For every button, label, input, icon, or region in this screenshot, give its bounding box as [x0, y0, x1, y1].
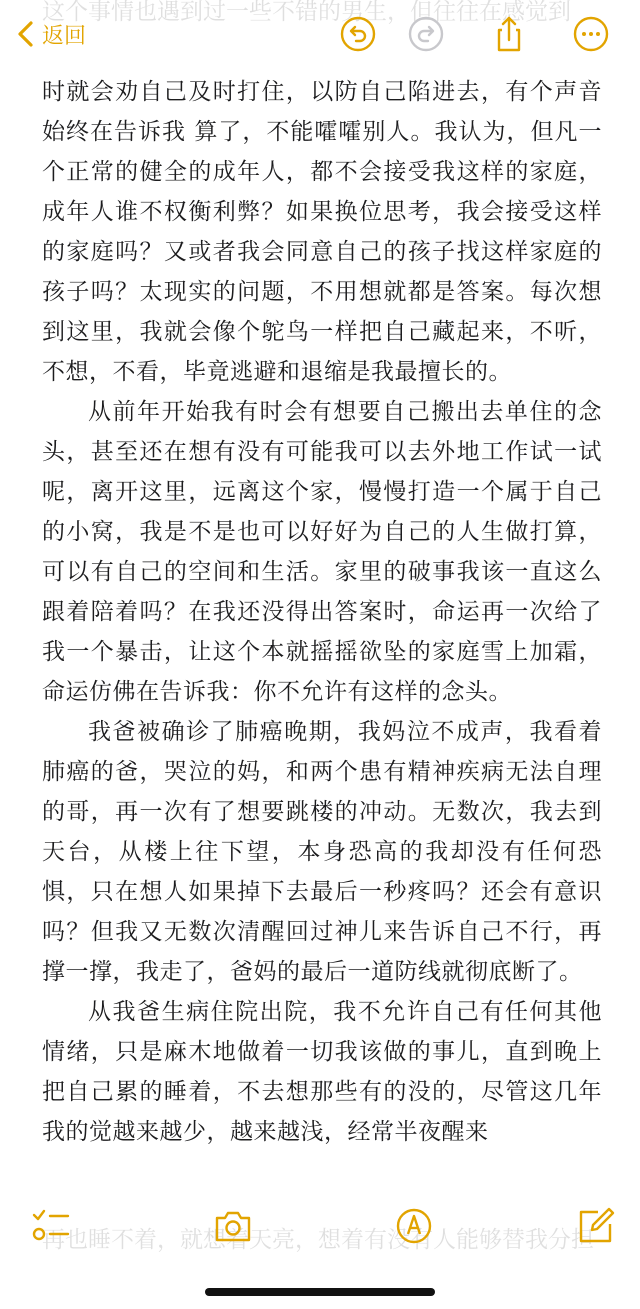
- redo-button[interactable]: [406, 14, 446, 54]
- share-icon: [489, 14, 529, 54]
- markup-button[interactable]: [394, 1206, 434, 1246]
- faded-text-bottom: 再也睡不着，就想着天亮，想着有没有人能够替我分担: [42, 1227, 594, 1253]
- camera-icon: [213, 1206, 253, 1246]
- note-body[interactable]: [42, 72, 602, 1152]
- undo-icon: [338, 14, 378, 54]
- note-paragraph: 从我爸生病住院出院，我不允许自己有任何其他情绪，只是麻木地做着一切我该做的事儿，直到晚上把自己累的睡着，不去想那些有的没的，尽管这几年我的觉越来越少，越来越浅，经常半夜醒来: [42, 999, 602, 1145]
- more-button[interactable]: [571, 14, 611, 54]
- camera-button[interactable]: [213, 1206, 253, 1246]
- redo-icon: [406, 14, 446, 54]
- undo-button[interactable]: [338, 14, 378, 54]
- back-label: 返回: [42, 23, 87, 49]
- checklist-button[interactable]: [30, 1206, 70, 1246]
- note-paragraph: 从前年开始我有时会有想要自己搬出去单住的念头，甚至还在想有没有可能我可以去外地工作试一试呢，离开这里，远离这个家，慢慢打造一个属于自己的小窝，我是不是也可以好好为自己的人生做打算，可以有自己的空间和生活。家里的破事我该一直这么跟着陪着吗？在我还没得出答案时，命运再一次给了我一个暴击，让这个本就摇摇欲坠的家庭雪上加霜，命运仿佛在告诉我：你不允许有这样的念头。: [42, 399, 602, 705]
- note-paragraph: 我爸被确诊了肺癌晚期，我妈泣不成声，我看着肺癌的爸，哭泣的妈，和两个患有精神疾病无法自理的哥，再一次有了想要跳楼的冲动。无数次，我去到天台，从楼上往下望，本身恐高的我却没有任何恐惧，只在想人如果掉下去最后一秒疼吗？还会有意识吗？但我又无数次清醒回过神儿来告诉自己不行，再撑一撑，我走了，爸妈的最后一道防线就彻底断了。: [42, 719, 602, 985]
- more-icon: [571, 14, 611, 54]
- share-button[interactable]: [489, 14, 529, 54]
- checklist-icon: [30, 1206, 70, 1246]
- back-button[interactable]: [16, 14, 86, 54]
- home-indicator: [205, 1288, 435, 1296]
- top-toolbar: [0, 0, 640, 68]
- faded-text-top: 这个事情也遇到过一些不错的男生，但往往在感觉到: [42, 0, 571, 25]
- compose-button[interactable]: [576, 1206, 616, 1246]
- compose-icon: [576, 1206, 616, 1246]
- chevron-left-icon: [16, 21, 34, 47]
- markup-pen-icon: [394, 1206, 434, 1246]
- note-paragraph: 时就会劝自己及时打住，以防自己陷进去，有个声音始终在告诉我 算了，不能嚯嚯别人。我认为，但凡一个正常的健全的成年人，都不会接受我这样的家庭，成年人谁不权衡利弊？如果换位思考，我会接受这样的家庭吗？又或者我会同意自己的孩子找这样家庭的孩子吗？太现实的问题，不用想就都是答案。每次想到这里，我就会像个鸵鸟一样把自己藏起来，不听，不想，不看，毕竟逃避和退缩是我最擅长的。: [42, 79, 602, 385]
